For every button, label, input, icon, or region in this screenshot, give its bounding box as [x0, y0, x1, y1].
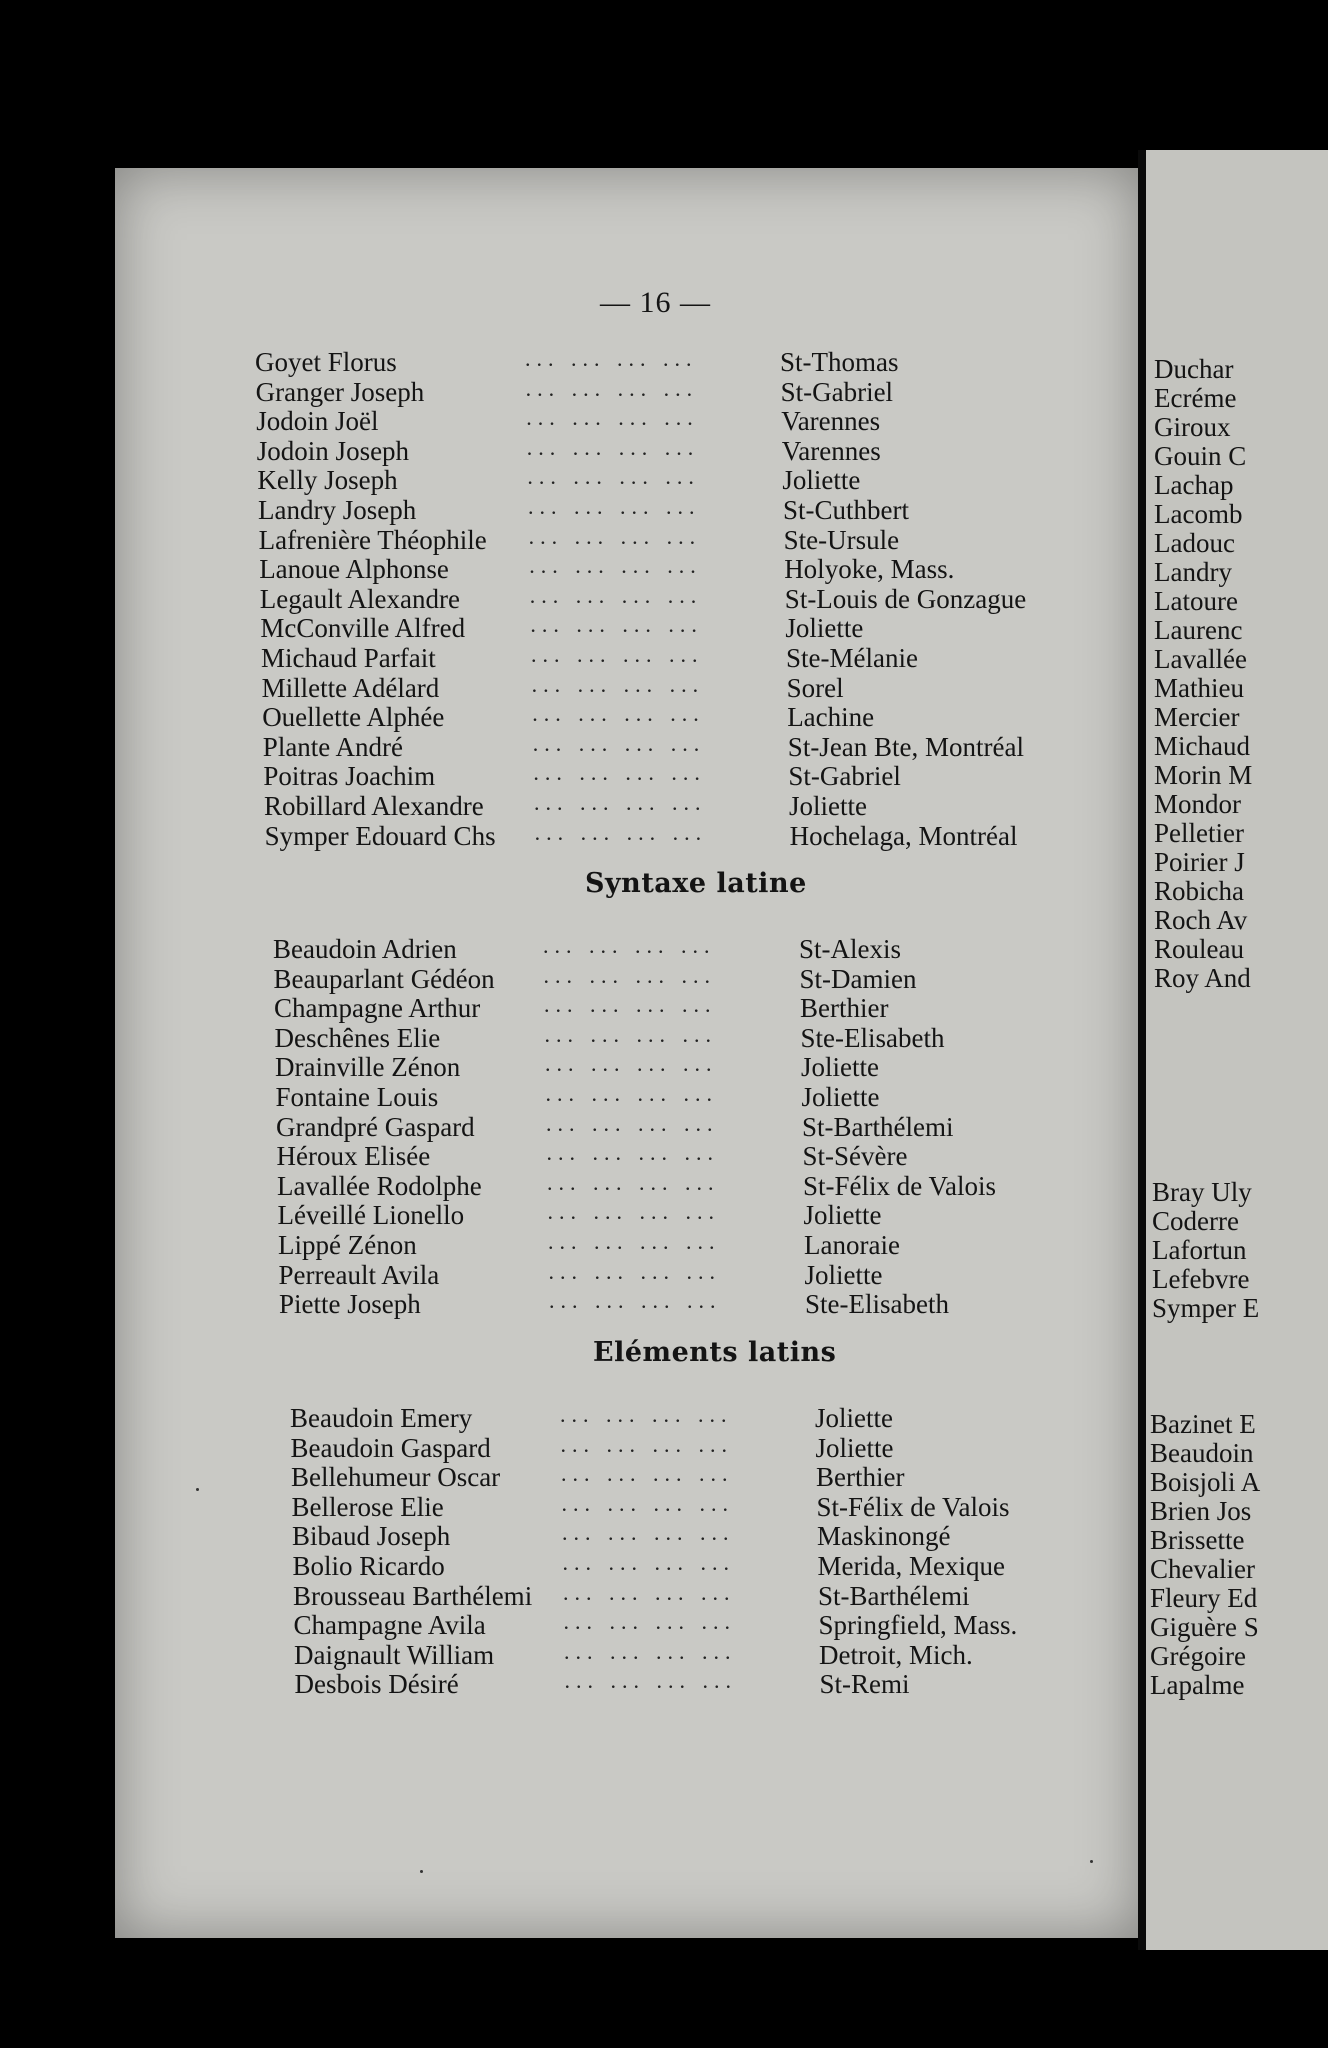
scan-speck: [196, 1488, 199, 1491]
facing-row: Pelletier: [1154, 818, 1244, 848]
student-name: Lippé Zénon: [278, 1230, 417, 1260]
leader-dots: ... ... ... ...: [545, 1051, 718, 1077]
student-name: Lanoue Alphonse: [259, 554, 449, 585]
hometown: Joliette: [815, 1432, 894, 1463]
student-name: Bellerose Elie: [291, 1491, 444, 1522]
hometown: Varennes: [781, 406, 881, 437]
leader-dots: ... ... ... ...: [527, 464, 700, 490]
hometown: Joliette: [801, 1082, 880, 1112]
leader-dots: ... ... ... ...: [560, 1431, 733, 1457]
leader-dots: ... ... ... ...: [532, 730, 706, 756]
student-name: Beaudoin Gaspard: [290, 1432, 491, 1463]
student-name: Léveillé Lionello: [277, 1200, 465, 1231]
leader-dots: ... ... ... ...: [531, 642, 704, 667]
facing-row: Bazinet E: [1150, 1409, 1256, 1439]
leader-dots: ... ... ... ...: [526, 405, 699, 431]
student-name: McConville Alfred: [260, 613, 466, 644]
facing-row: Coderre: [1152, 1206, 1239, 1236]
student-name: Michaud Parfait: [261, 643, 436, 673]
hometown: St-Alexis: [799, 934, 902, 964]
leader-dots: ... ... ... ...: [547, 1199, 720, 1225]
hometown: Holyoke, Mass.: [784, 554, 955, 585]
leader-dots: ... ... ... ...: [544, 992, 717, 1018]
hometown: St-Félix de Valois: [803, 1170, 997, 1201]
hometown: Ste-Elisabeth: [805, 1289, 949, 1320]
student-name: Goyet Florus: [255, 347, 397, 377]
facing-row: Morin M: [1154, 760, 1253, 790]
hometown: Maskinongé: [817, 1521, 951, 1552]
hometown: St-Sévère: [802, 1141, 908, 1172]
hometown: Ste-Ursule: [783, 524, 900, 555]
student-name: Deschênes Elie: [274, 1022, 441, 1053]
student-name: Bellehumeur Oscar: [291, 1462, 501, 1493]
leader-dots: ... ... ... ...: [562, 1520, 735, 1546]
facing-row: Chevalier: [1150, 1554, 1255, 1584]
facing-row: Beaudoin: [1150, 1438, 1254, 1468]
hometown: Joliette: [803, 1200, 882, 1231]
student-name: Poitras Joachim: [263, 761, 436, 792]
student-name: Granger Joseph: [255, 376, 425, 407]
hometown: Lanoraie: [804, 1230, 900, 1260]
leader-dots: ... ... ... ...: [548, 1258, 721, 1284]
facing-row: Ladouc: [1154, 528, 1235, 558]
student-name: Landry Joseph: [258, 495, 417, 525]
student-name: Ouellette Alphée: [262, 702, 445, 733]
leader-dots: ... ... ... ...: [525, 346, 698, 371]
student-name: Fontaine Louis: [275, 1082, 439, 1112]
facing-row: Mercier: [1154, 702, 1240, 732]
student-name: Bibaud Joseph: [292, 1521, 451, 1552]
student-name: Perreault Avila: [278, 1259, 440, 1290]
hometown: Joliette: [804, 1259, 883, 1290]
facing-row: Robicha: [1154, 876, 1244, 906]
hometown: Berthier: [816, 1462, 905, 1493]
hometown: Detroit, Mich.: [819, 1639, 973, 1670]
student-name: Jodoin Joël: [256, 406, 379, 437]
leader-dots: ... ... ... ...: [529, 553, 702, 579]
hometown: Merida, Mexique: [817, 1551, 1005, 1581]
leader-dots: ... ... ... ...: [526, 434, 700, 460]
hometown: Joliette: [801, 1052, 879, 1083]
facing-row: Poirier J: [1154, 847, 1245, 877]
hometown: St-Cuthbert: [783, 495, 909, 525]
hometown: Joliette: [789, 791, 867, 821]
facing-row: Fleury Ed: [1150, 1583, 1258, 1613]
hometown: Springfield, Mass.: [818, 1610, 1018, 1641]
facing-row: Roy And: [1154, 963, 1251, 993]
facing-row: Laurenc: [1154, 615, 1243, 645]
hometown: Joliette: [785, 613, 864, 644]
leader-dots: ... ... ... ...: [533, 760, 706, 786]
page-gutter: [1138, 150, 1146, 1950]
student-name: Bolio Ricardo: [292, 1551, 445, 1581]
section-heading-syntaxe: Syntaxe latine: [585, 868, 807, 899]
leader-dots: ... ... ... ...: [532, 701, 705, 727]
student-name: Beaudoin Emery: [290, 1403, 473, 1433]
hometown: Ste-Elisabeth: [800, 1022, 945, 1053]
leader-dots: ... ... ... ...: [545, 1081, 718, 1106]
leader-dots: ... ... ... ...: [547, 1169, 720, 1195]
leader-dots: ... ... ... ...: [530, 612, 703, 638]
facing-row: Grégoire: [1150, 1641, 1246, 1671]
student-name: Daignault William: [294, 1639, 495, 1670]
leader-dots: ... ... ... ...: [531, 671, 705, 697]
student-name: Kelly Joseph: [257, 465, 398, 496]
facing-row: Michaud: [1154, 731, 1250, 761]
facing-row: Brissette: [1150, 1525, 1245, 1555]
student-name: Héroux Elisée: [276, 1141, 431, 1172]
facing-row: Brien Jos: [1150, 1496, 1252, 1526]
leader-dots: ... ... ... ...: [564, 1668, 737, 1694]
hometown: Joliette: [782, 465, 861, 496]
leader-dots: ... ... ... ...: [543, 962, 716, 988]
leader-dots: ... ... ... ...: [544, 1021, 717, 1047]
hometown: Varennes: [781, 435, 881, 466]
facing-row: Duchar: [1154, 354, 1234, 384]
facing-row: Mathieu: [1154, 673, 1244, 703]
student-name: Beaudoin Adrien: [273, 934, 457, 964]
hometown: Sorel: [786, 672, 844, 703]
facing-row: Lavallée: [1154, 644, 1247, 674]
leader-dots: ... ... ... ...: [549, 1288, 722, 1314]
leader-dots: ... ... ... ...: [525, 375, 699, 401]
facing-row: Latoure: [1154, 586, 1238, 616]
student-name: Champagne Arthur: [274, 993, 481, 1024]
leader-dots: ... ... ... ...: [560, 1402, 733, 1427]
leader-dots: ... ... ... ...: [564, 1638, 737, 1664]
facing-page: [1146, 150, 1328, 1950]
hometown: St-Barthélemi: [802, 1111, 954, 1142]
hometown: St-Gabriel: [780, 376, 894, 407]
facing-row: Giroux: [1154, 412, 1231, 442]
leader-dots: ... ... ... ...: [562, 1550, 735, 1575]
hometown: St-Thomas: [780, 347, 899, 377]
facing-row: Ecréme: [1154, 383, 1237, 413]
hometown: St-Gabriel: [788, 761, 901, 792]
scan-speck: [420, 1870, 423, 1873]
student-name: Piette Joseph: [279, 1289, 421, 1320]
hometown: St-Damien: [799, 963, 917, 994]
hometown: St-Remi: [819, 1669, 910, 1700]
student-name: Beauparlant Gédéon: [273, 963, 495, 994]
student-name: Champagne Avila: [293, 1610, 486, 1641]
hometown: St-Jean Bte, Montréal: [787, 731, 1024, 762]
leader-dots: ... ... ... ...: [563, 1609, 736, 1635]
student-name: Brousseau Barthélemi: [293, 1580, 533, 1611]
leader-dots: ... ... ... ...: [543, 933, 716, 958]
leader-dots: ... ... ... ...: [548, 1229, 721, 1254]
scan-speck: [1090, 1860, 1093, 1863]
leader-dots: ... ... ... ...: [534, 790, 707, 815]
student-name: Desbois Désiré: [294, 1669, 459, 1700]
facing-row: Mondor: [1154, 789, 1241, 819]
section-heading-elements: Eléments latins: [593, 1337, 837, 1368]
leader-dots: ... ... ... ...: [528, 523, 702, 549]
leader-dots: ... ... ... ...: [534, 819, 708, 845]
facing-row: Roch Av: [1154, 905, 1248, 935]
hometown: Berthier: [800, 993, 889, 1024]
student-name: Grandpré Gaspard: [276, 1111, 475, 1142]
facing-row: Boisjoli A: [1150, 1467, 1261, 1497]
facing-row: Lafortun: [1152, 1235, 1247, 1265]
hometown: St-Barthélemi: [818, 1580, 970, 1611]
student-name: Lavallée Rodolphe: [277, 1170, 482, 1201]
student-name: Drainville Zénon: [275, 1052, 461, 1083]
student-name: Jodoin Joseph: [256, 435, 410, 466]
leader-dots: ... ... ... ...: [561, 1490, 734, 1516]
hometown: Lachine: [787, 702, 875, 733]
leader-dots: ... ... ... ...: [528, 494, 701, 519]
student-name: Millette Adélard: [261, 672, 440, 703]
facing-row: Giguère S: [1150, 1612, 1259, 1642]
hometown: St-Félix de Valois: [816, 1491, 1010, 1522]
page-number: — 16 —: [600, 286, 711, 319]
hometown: St-Louis de Gonzague: [784, 583, 1027, 614]
facing-row: Lachap: [1154, 470, 1234, 500]
facing-row: Landry: [1154, 557, 1232, 587]
student-name: Symper Edouard Chs: [264, 820, 496, 851]
leader-dots: ... ... ... ...: [529, 582, 703, 608]
leader-dots: ... ... ... ...: [561, 1461, 734, 1487]
facing-row: Bray Uly: [1152, 1177, 1252, 1207]
student-name: Legault Alexandre: [259, 583, 460, 614]
facing-row: Lacomb: [1154, 499, 1243, 529]
facing-row: Lapalme: [1150, 1670, 1245, 1700]
leader-dots: ... ... ... ...: [563, 1579, 736, 1605]
hometown: Ste-Mélanie: [786, 643, 918, 673]
facing-row: Symper E: [1152, 1293, 1260, 1323]
student-name: Robillard Alexandre: [264, 791, 484, 821]
student-name: Plante André: [262, 731, 404, 762]
facing-row: Gouin C: [1154, 441, 1247, 471]
leader-dots: ... ... ... ...: [546, 1110, 719, 1136]
facing-row: Rouleau: [1154, 934, 1244, 964]
facing-row: Lefebvre: [1152, 1264, 1250, 1294]
hometown: Joliette: [815, 1403, 893, 1433]
student-name: Lafrenière Théophile: [258, 524, 487, 555]
leader-dots: ... ... ... ...: [546, 1140, 719, 1166]
hometown: Hochelaga, Montréal: [789, 820, 1018, 851]
